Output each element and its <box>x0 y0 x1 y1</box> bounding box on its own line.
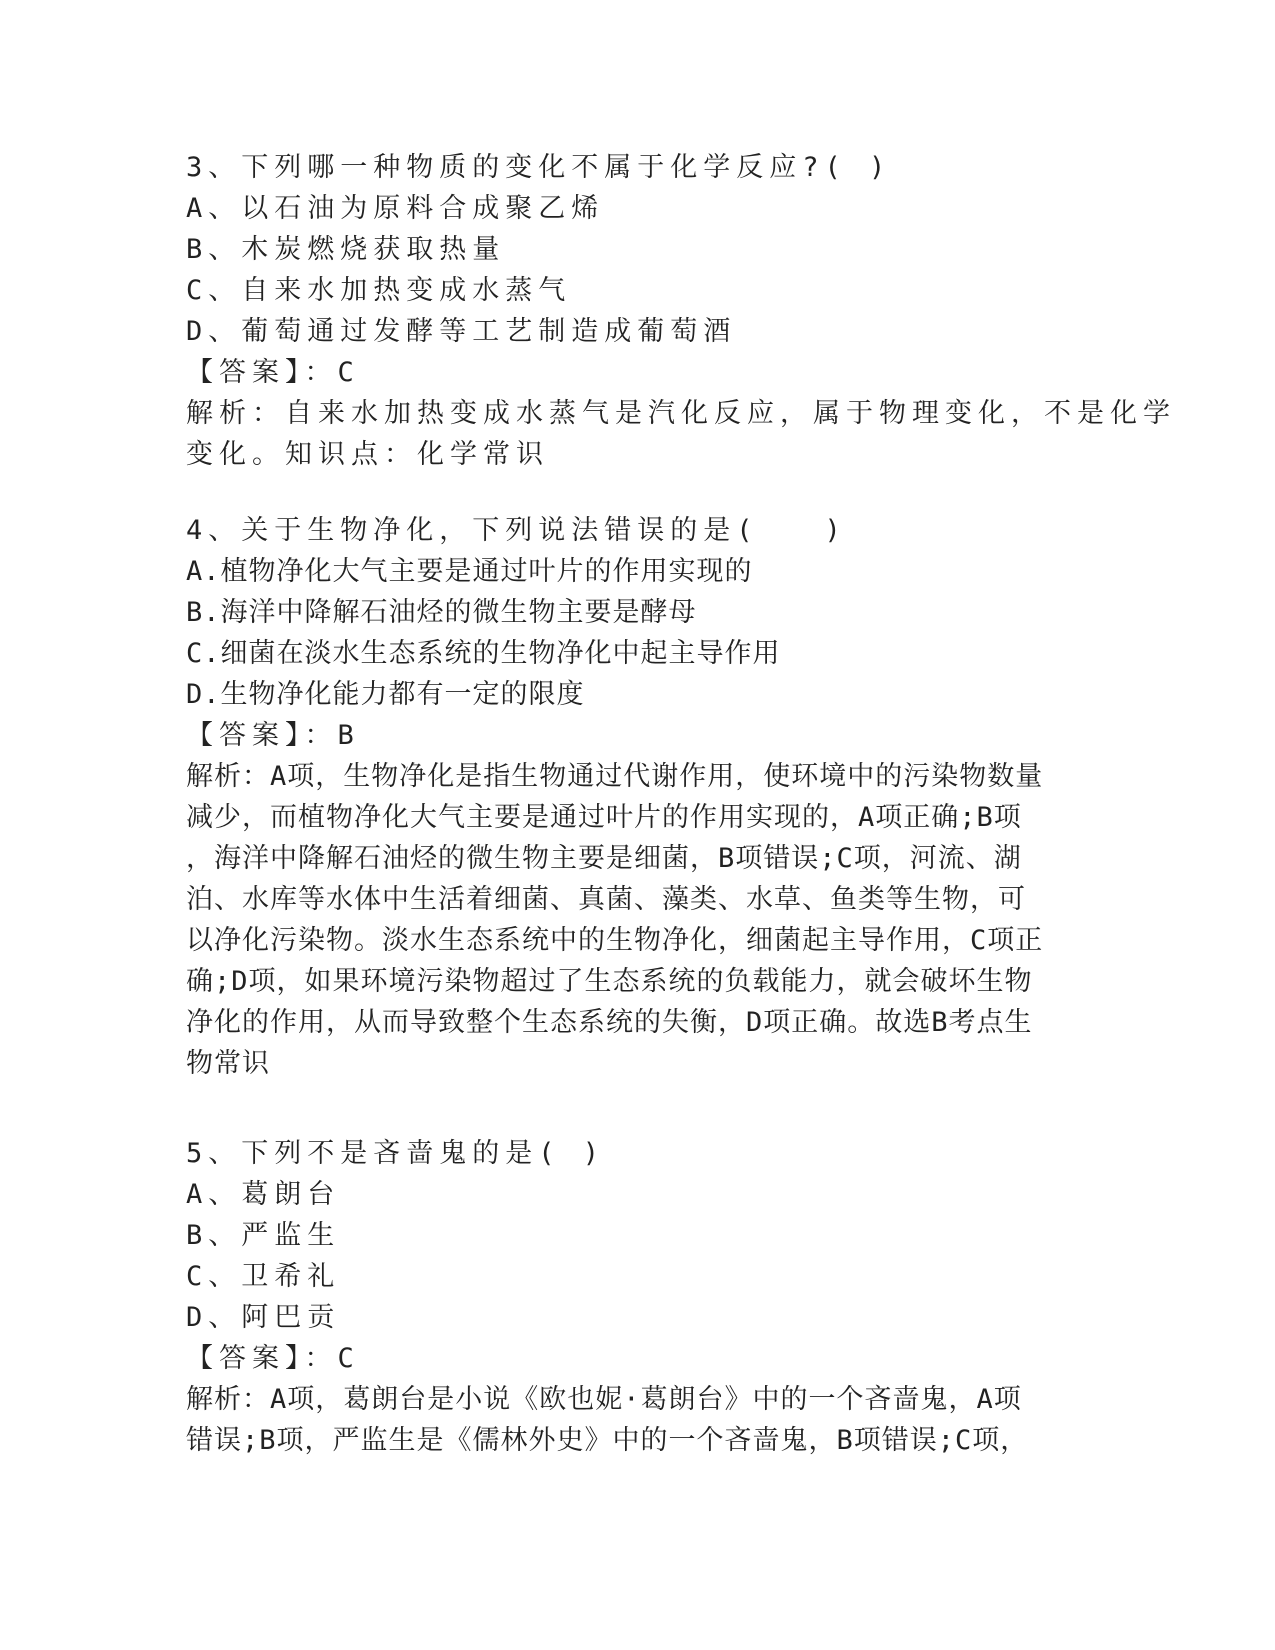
analysis-line: 减少，而植物净化大气主要是通过叶片的作用实现的，A项正确;B项 <box>186 802 1022 833</box>
question-stem: 5、下列不是吝啬鬼的是( ) <box>186 1138 606 1169</box>
option-a: A、葛朗台 <box>186 1179 341 1210</box>
analysis-line: 变化。知识点：化学常识 <box>186 439 549 470</box>
option-b: B.海洋中降解石油烃的微生物主要是酵母 <box>186 597 697 628</box>
analysis-line: 错误;B项，严监生是《儒林外史》中的一个吝啬鬼，B项错误;C项， <box>186 1425 1029 1456</box>
option-d: D.生物净化能力都有一定的限度 <box>186 679 585 710</box>
option-d: D、阿巴贡 <box>186 1302 341 1333</box>
answer-line: 【答案】：C <box>186 1343 360 1374</box>
option-c: C.细菌在淡水生态系统的生物净化中起主导作用 <box>186 638 781 669</box>
analysis-line: 以净化污染物。淡水生态系统中的生物净化，细菌起主导作用，C项正 <box>186 925 1044 956</box>
answer-line: 【答案】：C <box>186 357 360 388</box>
analysis-line: 净化的作用，从而导致整个生态系统的失衡，D项正确。故选B考点生 <box>186 1007 1033 1038</box>
option-b: B、严监生 <box>186 1220 341 1251</box>
answer-line: 【答案】：B <box>186 720 360 751</box>
option-d: D、葡萄通过发酵等工艺制造成葡萄酒 <box>186 316 737 347</box>
option-a: A.植物净化大气主要是通过叶片的作用实现的 <box>186 556 753 587</box>
analysis-line: 物常识 <box>186 1048 270 1079</box>
analysis-line: 解析：A项，生物净化是指生物通过代谢作用，使环境中的污染物数量 <box>186 761 1044 792</box>
analysis-line: 确;D项，如果环境污染物超过了生态系统的负载能力，就会破坏生物 <box>186 966 1033 997</box>
analysis-line: 泊、水库等水体中生活着细菌、真菌、藻类、水草、鱼类等生物，可 <box>186 884 1026 915</box>
option-c: C、自来水加热变成水蒸气 <box>186 275 572 306</box>
question-stem: 4、关于生物净化，下列说法错误的是( ) <box>186 515 847 546</box>
option-b: B、木炭燃烧获取热量 <box>186 234 506 265</box>
analysis-line: 解析：自来水加热变成水蒸气是汽化反应，属于物理变化，不是化学 <box>186 398 1176 429</box>
option-c: C、卫希礼 <box>186 1261 341 1292</box>
analysis-line: ，海洋中降解石油烃的微生物主要是细菌，B项错误;C项，河流、湖 <box>186 843 1022 874</box>
option-a: A、以石油为原料合成聚乙烯 <box>186 193 605 224</box>
question-stem: 3、下列哪一种物质的变化不属于化学反应?( ) <box>186 152 892 183</box>
analysis-line: 解析：A项，葛朗台是小说《欧也妮·葛朗台》中的一个吝啬鬼，A项 <box>186 1384 1022 1415</box>
